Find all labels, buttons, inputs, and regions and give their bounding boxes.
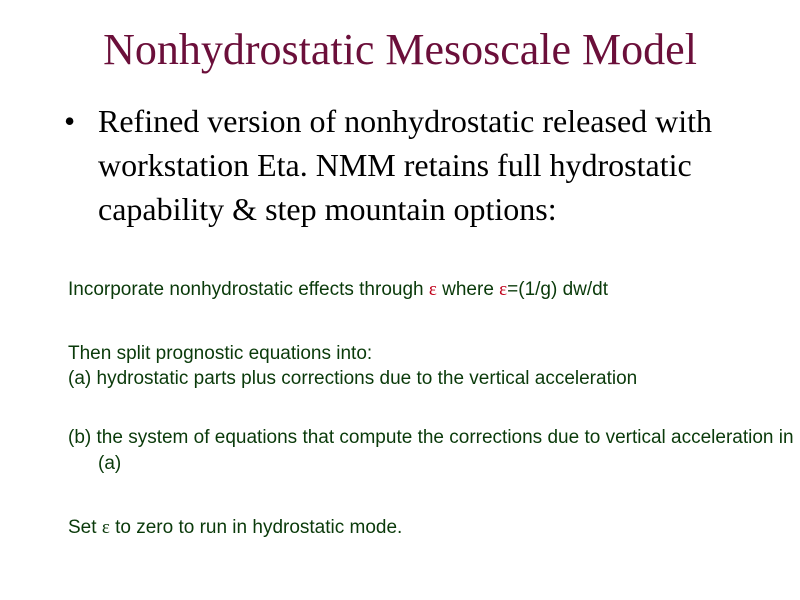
- slide-title: Nonhydrostatic Mesoscale Model: [103, 25, 697, 74]
- split-intro-line: Then split prognostic equations into:: [68, 343, 373, 364]
- epsilon-symbol: ε: [499, 279, 508, 300]
- epsilon-symbol: ε: [101, 517, 110, 538]
- line5-suffix: to zero to run in hydrostatic mode.: [109, 517, 403, 538]
- line5-prefix: Set: [68, 517, 102, 538]
- bullet-point: [64, 99, 764, 231]
- hydrostatic-mode-line: [68, 515, 768, 541]
- line1-suffix: =(1/g) dw/dt: [507, 279, 609, 300]
- line1-middle: where: [436, 279, 500, 300]
- bullet-text: Refined version of nonhydrostatic released with workstation Eta. NMM retains full hydrostatic capability & step mountain options:: [98, 103, 713, 227]
- epsilon-definition-line: [68, 277, 768, 303]
- bullet-symbol: •: [64, 103, 76, 139]
- item-a: (a) hydrostatic parts plus corrections due to the vertical acceleration: [68, 368, 638, 389]
- line1-prefix: Incorporate nonhydrostatic effects through: [68, 279, 429, 300]
- epsilon-symbol: ε: [428, 279, 437, 300]
- item-b: (b) the system of equations that compute the corrections due to vertical acceleration in (a): [68, 427, 794, 474]
